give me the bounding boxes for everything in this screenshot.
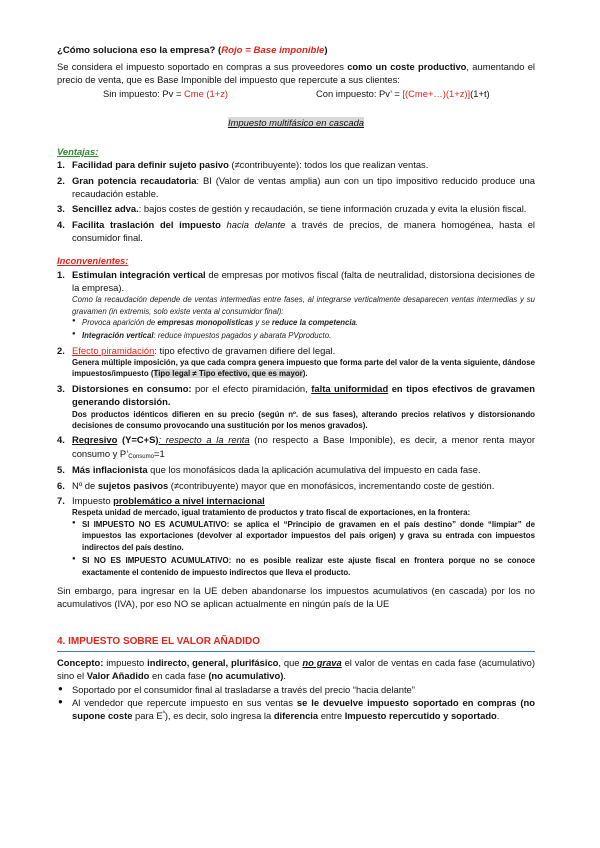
note-text: Como la recaudación depende de ventas intermedias entre fases, al integrarse verticalmente desaparecen ventas intermedias y su gravamen (in extremis, solo existe venta al consumidor final):: [72, 295, 535, 316]
cascade-title: Impuesto multifásico en cascada: [227, 116, 364, 128]
document-page: [57, 44, 535, 723]
question-heading: ¿Cómo soluciona eso la empresa? (Rojo = Base imponible): [57, 45, 328, 56]
intro-paragraph: Se considera el impuesto soportado en compras a sus proveedores como un coste productivo, aumentando el precio de venta, que es Base Imponible del impuesto que repercute a sus clientes:: [57, 60, 535, 85]
list-item: 6. Nº de sujetos pasivos (≠contribuyente) mayor que en monofásicos, incrementando coste de gestión.: [57, 479, 495, 491]
sub-text: Genera múltiple imposición, ya que cada compra genera impuesto que forma parte del valor de la venta siguiente, dándose impuestos/impuesto (Tipo legal ≠ Tipo efectivo, que es mayor).: [72, 357, 535, 379]
list-item: 3. Distorsiones en consumo: por el efecto piramidación, falta uniformidad en tipos efectivos de gravamen generando distorsión. Dos productos idénticos difieren en su precio (según nº. de sus fases), alterando precios relativos y distorsionando decisiones de consumo provocando una sustitución por los menos gravados).: [57, 382, 535, 430]
list-item: 3. Sencillez adva.: bajos costes de gestión y recaudación, se tiene información cruzada y evita la elusión fiscal.: [57, 203, 527, 215]
concepto-paragraph: Concepto: impuesto indirecto, general, plurifásico, que no grava el valor de ventas en cada fase (acumulativo) sino el Valor Añadido en cada fase (no acumulativo).: [57, 656, 536, 682]
list-item: 7. Impuesto problemático a nivel internacional Respeta unidad de mercado, igual tratamiento de productos y trato fiscal de exportaciones, en la frontera: ● SI IMPUESTO NO ES ACUMULATIVO: se aplica el “Principio de gravamen en el país destino” donde “limpiar” de impuestos las exportaciones (devolver al exportador impuestos del país origen) y grava su entrada con impuestos indirectos del país destino. ● SI NO ES IMPUESTO ACUMULATIVO: no es posible realizar este ajuste fiscal en frontera porque no se conoce exactamente el contenido de impuesto indirectos que lleva el producto.: [57, 494, 535, 578]
list-item: 1. Facilidad para definir sujeto pasivo (≠contribuyente): todos los que realizan ventas.: [57, 159, 429, 171]
sub-text: Respeta unidad de mercado, igual tratamiento de productos y trato fiscal de exportaciones, en la frontera:: [72, 508, 471, 518]
bullet-item: ● Al vendedor que repercute impuesto en sus ventas se le devuelve impuesto soportado en compras (no supone coste para $E^ª$), es decir, solo ingresa la diferencia entre Impuesto repercutido y soportado.: [57, 696, 535, 723]
formulas: [103, 87, 535, 100]
sub-bullet: ● SI IMPUESTO NO ES ACUMULATIVO: se aplica el “Principio de gravamen en el país destino” donde “limpiar” de impuestos las exportaciones (devolver al exportador impuestos del país origen) y grava su entrada con impuestos indirectos del país destino.: [72, 519, 535, 553]
list-item: 4. Facilita traslación del impuesto hacia delante a través de precios, de manera homogénea, hasta el consumidor final.: [57, 218, 536, 244]
red-legend: Rojo = Base imponible: [221, 45, 325, 56]
conclusion-paragraph: Sin embargo, para ingresar en la UE deben abandonarse los impuestos acumulativos (en cascada) por los no acumulativos (IVA), por eso NO se aplican actualmente en ningún país de la UE: [57, 585, 535, 610]
ventajas-list: [57, 158, 535, 244]
sub-text: Dos productos idénticos difieren en su precio (según nº. de sus fases), alterando precios relativos y distorsionando decisiones de consumo provocando una sustitución por los menos gravados).: [72, 409, 535, 430]
sub-bullets: [72, 519, 535, 578]
list-item: 5. Más inflacionista que los monofásicos dada la aplicación acumulativa del impuesto en cada fase.: [57, 464, 481, 476]
list-item: 2. Efecto piramidación: tipo efectivo de gravamen difiere del legal. Genera múltiple imposición, ya que cada compra genera impuesto que forma parte del valor de la venta siguiente, dándose impuestos/impuesto (Tipo legal ≠ Tipo efectivo, que es mayor).: [57, 344, 535, 379]
sub-bullet: ● SI NO ES IMPUESTO ACUMULATIVO: no es posible realizar este ajuste fiscal en frontera porque no se conoce exactamente el contenido de impuesto indirectos que lleva el producto.: [72, 555, 535, 578]
formula-with-tax: Con impuesto: Pv’ = [(Cme+…)(1+z)](1+t): [316, 88, 490, 100]
bullet-item: ● Soportado por el consumidor final al trasladarse a través del precio “hacia delante”: [57, 683, 535, 696]
list-item: 4. Regresivo (Y=C+S): respecto a la renta (no respecto a Base Imponible), es decir, a menor renta mayor consumo y P’Consumo=1: [57, 434, 535, 460]
ventajas-heading: Ventajas:: [57, 145, 99, 157]
inconvenientes-list: [57, 268, 535, 578]
section-heading: 4. IMPUESTO SOBRE EL VALOR AÑADIDO: [57, 635, 535, 652]
sub-bullet: ● Integración vertical: reduce impuestos pagados y abarata PVproducto.: [72, 330, 535, 341]
sub-bullets: [72, 317, 535, 342]
formula-without-tax: Sin impuesto: Pv = Cme (1+z): [103, 88, 229, 100]
list-item: 2. Gran potencia recaudatoria: BI (Valor de ventas amplia) aun con un tipo impositivo reducido produce una recaudación estable.: [57, 174, 535, 200]
sub-bullet: ● Provoca aparición de empresas monopolísticas y se reduce la competencia.: [72, 317, 535, 328]
list-item: 1. Estimulan integración vertical de empresas por motivos fiscal (falta de neutralidad, distorsiona decisiones de la empresa). Como la recaudación depende de ventas intermedias entre fases, al integrarse verticalmente desaparecen ventas intermedias y su gravamen (in extremis, solo existe venta al consumidor final): ● Provoca aparición de empresas monopolísticas y se reduce la competencia. ● Integración vertical: reduce impuestos pagados y abarata PVproducto.: [57, 268, 535, 342]
inconvenientes-heading: Inconvenientes:: [57, 255, 129, 267]
iva-bullets: [57, 683, 535, 723]
